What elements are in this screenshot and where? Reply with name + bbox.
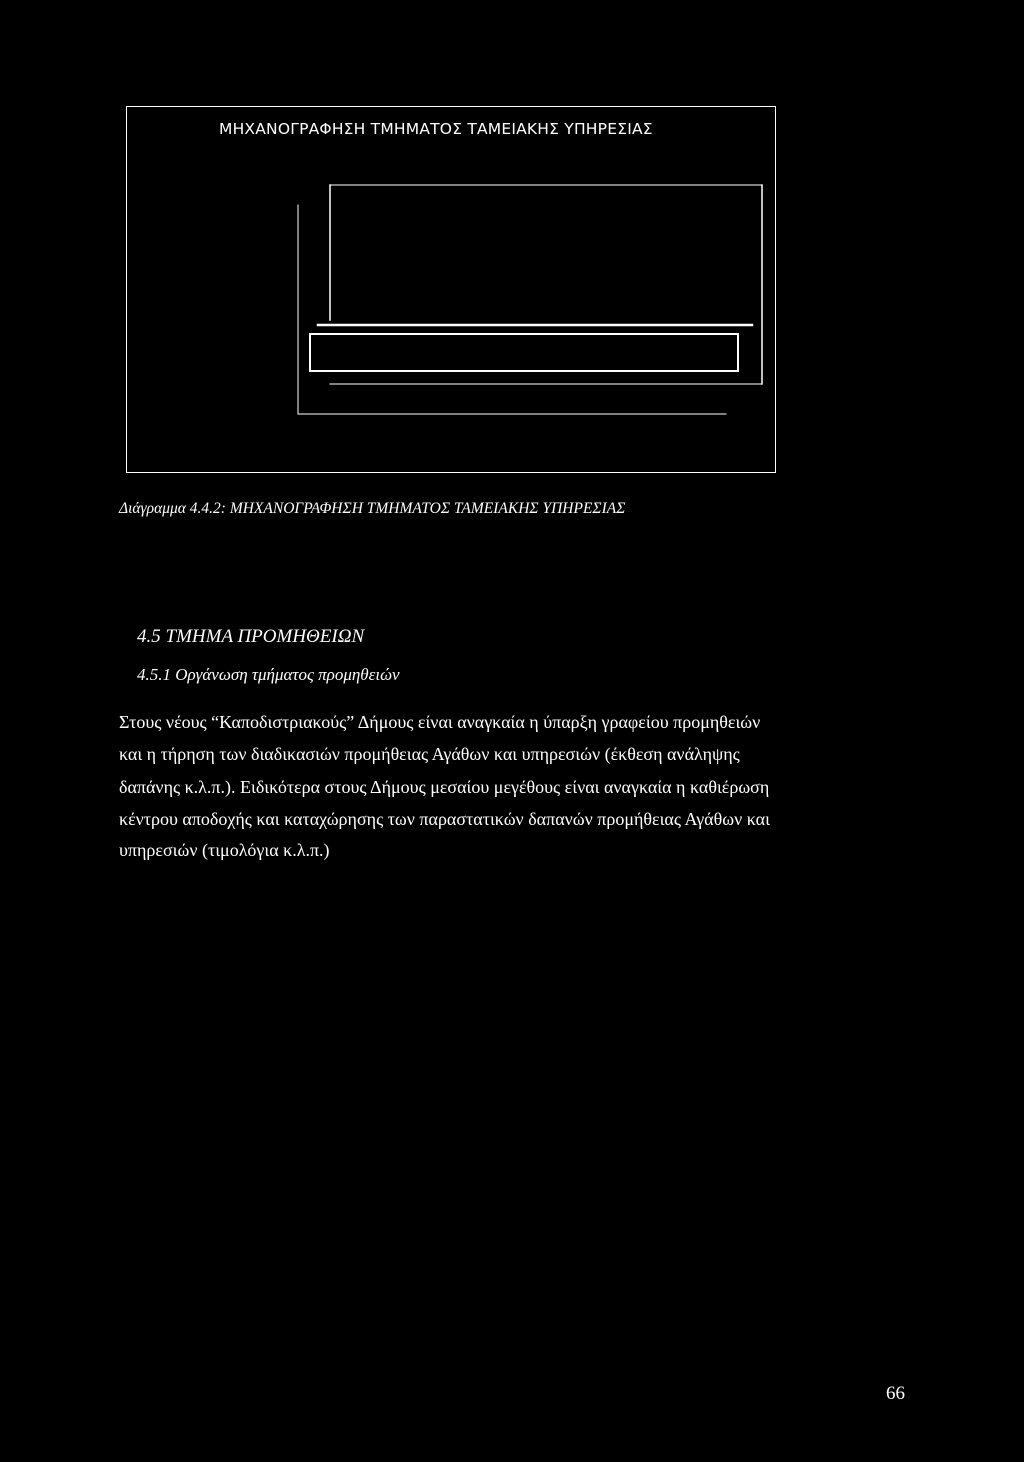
diagram-caption: Διάγραμμα 4.4.2: ΜΗΧΑΝΟΓΡΑΦΗΣΗ ΤΜΗΜΑΤΟΣ ΤΑΜΕΙΑΚΗΣ ΥΠΗΡΕΣΙΑΣ [119, 500, 626, 517]
paragraph-line-4: κέντρου αποδοχής και καταχώρησης των παραστατικών δαπανών προμήθειας Αγάθων και [119, 809, 770, 829]
page-number: 66 [886, 1383, 905, 1404]
paragraph-line-3: δαπάνης κ.λ.π.). Ειδικότερα στους Δήμους μεσαίου μεγέθους είναι αναγκαία η καθιέρωση [119, 777, 770, 797]
diagram-title: ΜΗΧΑΝΟΓΡΑΦΗΣΗ ΤΜΗΜΑΤΟΣ ΤΑΜΕΙΑΚΗΣ ΥΠΗΡΕΣΙΑΣ [219, 120, 653, 138]
subsection-heading: 4.5.1 Οργάνωση τμήματος προμηθειών [137, 665, 400, 684]
paragraph-line-5: υπηρεσιών (τιμολόγια κ.λ.π.) [119, 840, 330, 860]
paragraph-line-2: και η τήρηση των διαδικασιών προμήθειας Αγάθων και υπηρεσιών (έκθεση ανάληψης [119, 744, 740, 764]
section-heading: 4.5 ΤΜΗΜΑ ΠΡΟΜΗΘΕΙΩΝ [137, 626, 365, 647]
paragraph-line-1: Στους νέους “Καποδιστριακούς” Δήμους είναι αναγκαία η ύπαρξη γραφείου προμηθειών [119, 712, 761, 732]
